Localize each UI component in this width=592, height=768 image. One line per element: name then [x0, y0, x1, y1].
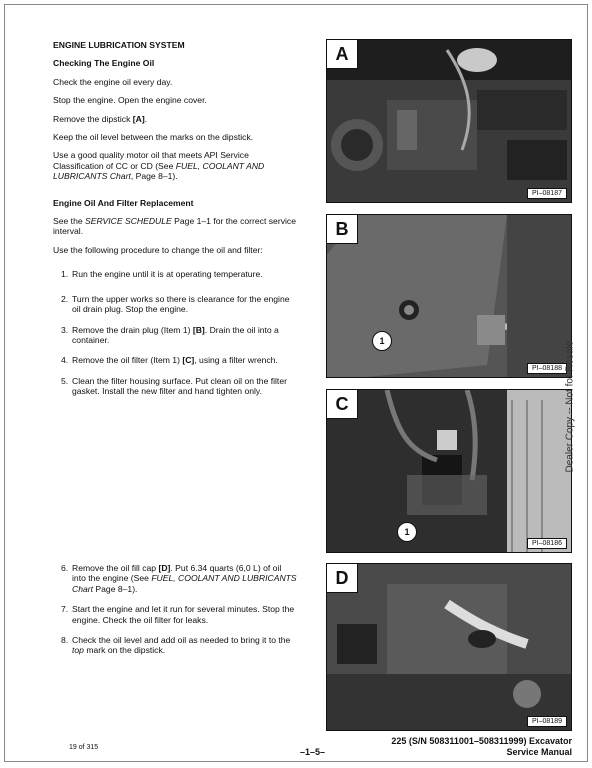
photo-a-code: PI–08187	[527, 188, 567, 199]
photo-b-callout: 1	[372, 331, 392, 351]
step-1: 1. Run the engine until it is at operating temperature.	[61, 269, 263, 280]
photo-c-label: C	[327, 390, 358, 419]
step-3: 3. Remove the drain plug (Item 1) [B]. Drain the oil into a container.	[61, 324, 279, 345]
step-5: 5. Clean the filter housing surface. Put clean oil on the filter gasket. Install the new filter and hand tighten only.	[61, 375, 287, 397]
photo-c-oil-filter-illustration	[327, 390, 572, 553]
step-6: 6. Remove the oil fill cap [D]. Put 6.34 quarts (6,0 L) of oil into the engine (See FUEL, COOLANT AND LUBRICANTS Chart Page 8–1).	[61, 563, 297, 594]
step-8: 8. Check the oil level and add oil as needed to bring it to the top mark on the dipstick.	[61, 635, 291, 656]
steps-list-2	[53, 563, 297, 656]
step-2: 2. Turn the upper works so there is clearance for the engine oil drain plug. Stop the engine.	[61, 293, 290, 315]
footer-page-count: 19 of 315	[69, 744, 99, 751]
photo-a-engine-illustration	[327, 40, 572, 203]
para-procedure-intro: Use the following procedure to change the oil and filter:	[53, 244, 263, 255]
para-schedule: See the SERVICE SCHEDULE Page 1–1 for the correct service interval.	[53, 216, 296, 237]
photo-c-callout: 1	[397, 522, 417, 542]
photo-c-code: PI–08186	[527, 538, 567, 549]
step-7: 7. Start the engine and let it run for several minutes. Stop the engine. Check the oil filter for leaks.	[61, 604, 295, 625]
photo-d-label: D	[327, 564, 358, 593]
left-text-column-lower	[53, 563, 297, 664]
footer-page-number: –1–5–	[300, 747, 326, 757]
footer-model	[391, 736, 572, 758]
step-4: 4. Remove the oil filter (Item 1) [C], using a filter wrench.	[61, 355, 278, 366]
photo-b-code: PI–08188	[527, 363, 567, 374]
para-remove-dipstick: Remove the dipstick [A].	[53, 113, 148, 124]
photo-d-fill-cap-illustration	[327, 564, 572, 731]
para-check-daily: Check the engine oil every day.	[53, 76, 173, 87]
photo-a-label: A	[327, 40, 358, 69]
photo-d-code: PI–08189	[527, 716, 567, 727]
photo-b	[326, 214, 572, 378]
photo-b-drain-plug-illustration	[327, 215, 572, 378]
replace-title: Engine Oil And Filter Replacement	[53, 197, 194, 208]
photo-c	[326, 389, 572, 553]
para-oil-level: Keep the oil level between the marks on the dipstick.	[53, 132, 254, 143]
para-api: Use a good quality motor oil that meets API Service Classification of CC or CD (See FUEL, COOLANT AND LUBRICANTS Chart, Page 8–1).	[53, 150, 265, 182]
footer-model-line: 225 (S/N 508311001–508311999) Excavator	[391, 736, 572, 746]
steps-list-1	[53, 269, 297, 396]
left-text-column	[53, 40, 297, 405]
section-title: ENGINE LUBRICATION SYSTEM	[53, 40, 185, 50]
dealer-copy-watermark: Dealer Copy -- Not for Resale	[564, 340, 576, 473]
footer-manual: Service Manual	[506, 747, 572, 757]
checking-title: Checking The Engine Oil	[53, 58, 155, 69]
photo-a	[326, 39, 572, 203]
photo-d	[326, 563, 572, 731]
photo-b-label: B	[327, 215, 358, 244]
para-stop-engine: Stop the engine. Open the engine cover.	[53, 95, 207, 106]
